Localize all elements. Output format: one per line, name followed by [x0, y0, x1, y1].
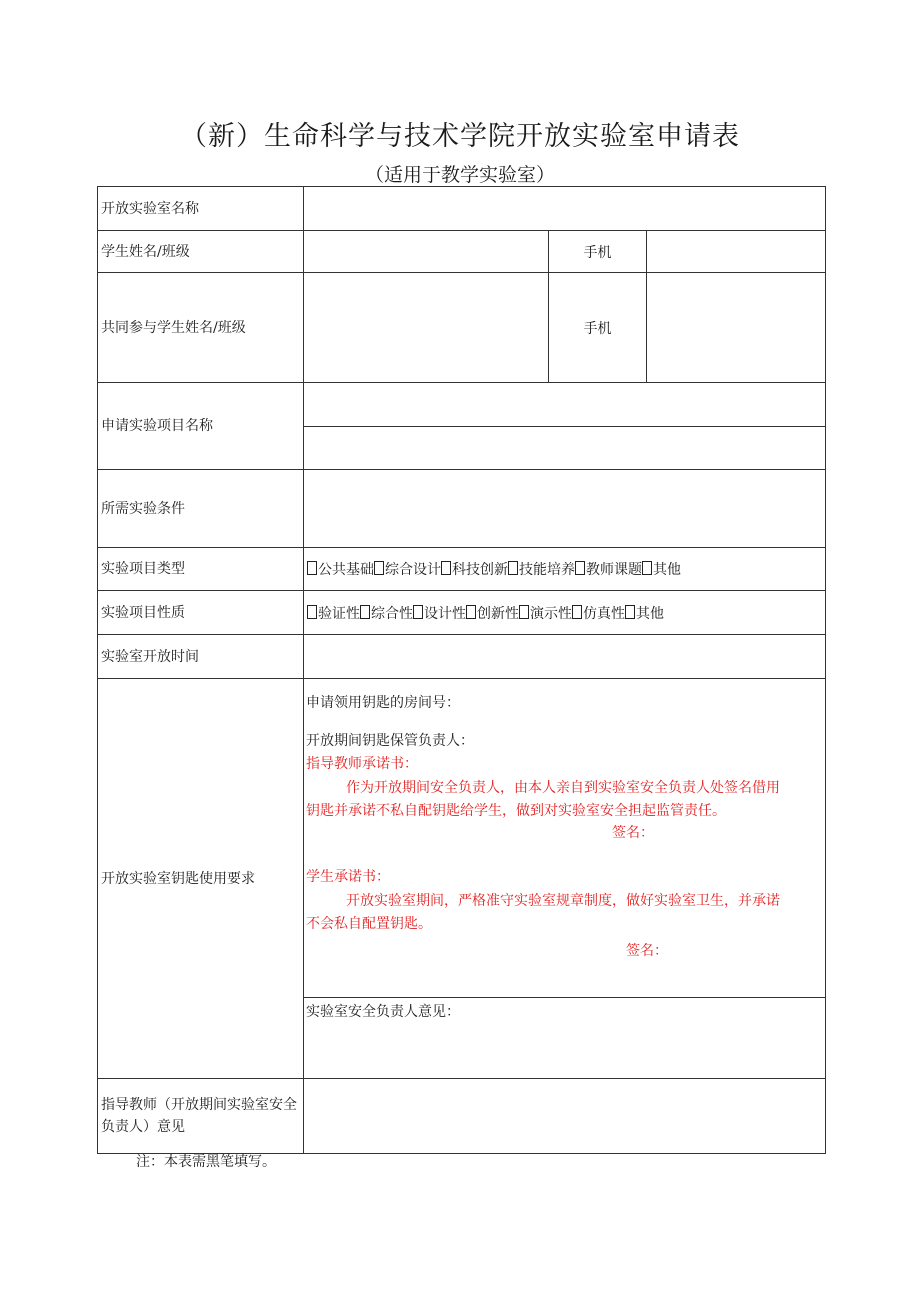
form-title: （新）生命科学与技术学院开放实验室申请表	[180, 121, 740, 152]
project-nature-options	[304, 591, 826, 635]
footer-note: 注：本表需黑笔填写。	[136, 1154, 276, 1170]
checkbox-icon[interactable]	[642, 561, 652, 575]
row-project-name-1	[98, 383, 826, 427]
teacher-pledge-line-2: 钥匙并承诺不私自配钥匙给学生，做到对实验室安全担起监管责任。	[306, 803, 726, 819]
checkbox-icon[interactable]	[508, 561, 518, 575]
row-project-nature	[98, 591, 826, 635]
option-nature-other: 其他	[636, 605, 664, 622]
field-conditions[interactable]	[304, 470, 826, 548]
student-pledge-line-1: 开放实验室期间，严格准守实验室规章制度，做好实验室卫生，并承诺	[346, 893, 780, 909]
row-lab-name	[98, 187, 826, 231]
label-open-time: 实验室开放时间	[98, 635, 304, 679]
option-demonstration: 演示性	[530, 605, 572, 622]
row-student-name	[98, 231, 826, 273]
row-co-students	[98, 273, 826, 383]
option-simulation: 仿真性	[583, 605, 625, 622]
checkbox-icon[interactable]	[519, 605, 529, 619]
row-key-requirements	[98, 679, 826, 1079]
option-tech-innovation: 科技创新	[452, 562, 508, 578]
option-public-basic: 公共基础	[318, 562, 374, 578]
safety-officer-opinion: 实验室安全负责人意见：	[306, 1004, 460, 1020]
checkbox-icon[interactable]	[625, 605, 635, 619]
option-comprehensive: 综合性	[371, 605, 413, 622]
field-phone-2[interactable]	[647, 273, 826, 383]
row-conditions	[98, 470, 826, 548]
field-project-name-line-2[interactable]	[304, 427, 826, 470]
room-number-label: 申请领用钥匙的房间号：	[306, 695, 460, 711]
field-student-name[interactable]	[304, 231, 549, 273]
row-project-type	[98, 548, 826, 591]
label-advisor-opinion: 指导教师（开放期间实验室安全负责人）意见	[98, 1079, 304, 1154]
field-phone[interactable]	[647, 231, 826, 273]
checkbox-icon[interactable]	[466, 605, 476, 619]
field-advisor-opinion[interactable]	[304, 1079, 826, 1154]
option-design: 设计性	[424, 605, 466, 622]
teacher-pledge-line-1: 作为开放期间安全负责人，由本人亲自到实验室安全负责人处签名借用	[346, 780, 780, 796]
option-skill-training: 技能培养	[519, 562, 575, 578]
field-co-students[interactable]	[304, 273, 549, 383]
key-usage-block	[304, 679, 825, 998]
application-form-table	[97, 186, 826, 1154]
checkbox-icon[interactable]	[374, 561, 384, 575]
student-pledge-line-2: 不会私自配置钥匙。	[306, 916, 432, 932]
label-project-name: 申请实验项目名称	[98, 383, 304, 470]
checkbox-icon[interactable]	[307, 605, 317, 619]
checkbox-icon[interactable]	[413, 605, 423, 619]
checkbox-icon[interactable]	[575, 561, 585, 575]
field-project-name-line-1[interactable]	[304, 383, 826, 427]
student-pledge-title: 学生承诺书：	[306, 869, 390, 885]
label-project-type: 实验项目类型	[98, 548, 304, 591]
option-teacher-project: 教师课题	[586, 562, 642, 578]
option-verification: 验证性	[318, 605, 360, 622]
checkbox-icon[interactable]	[360, 605, 370, 619]
form-subtitle: （适用于教学实验室）	[364, 164, 555, 186]
label-phone: 手机	[549, 231, 647, 273]
label-student-name: 学生姓名/班级	[98, 231, 304, 273]
label-co-students: 共同参与学生姓名/班级	[98, 273, 304, 383]
label-lab-name: 开放实验室名称	[98, 187, 304, 231]
field-lab-name[interactable]	[304, 187, 826, 231]
student-signature-label: 签名：	[626, 943, 668, 959]
row-advisor-opinion	[98, 1079, 826, 1154]
option-other: 其他	[653, 562, 681, 578]
teacher-signature-label: 签名：	[612, 825, 654, 841]
key-keeper-label: 开放期间钥匙保管负责人：	[306, 733, 474, 749]
key-requirements-cell	[304, 679, 826, 1079]
option-comprehensive-design: 综合设计	[385, 562, 441, 578]
teacher-pledge-title: 指导教师承诺书：	[306, 756, 418, 772]
option-innovative: 创新性	[477, 605, 519, 622]
label-phone-2: 手机	[549, 273, 647, 383]
checkbox-icon[interactable]	[572, 605, 582, 619]
checkbox-icon[interactable]	[307, 561, 317, 575]
field-open-time[interactable]	[304, 635, 826, 679]
checkbox-icon[interactable]	[441, 561, 451, 575]
label-conditions: 所需实验条件	[98, 470, 304, 548]
project-type-options	[304, 548, 826, 591]
label-key-requirements: 开放实验室钥匙使用要求	[98, 679, 304, 1079]
label-project-nature: 实验项目性质	[98, 591, 304, 635]
row-open-time	[98, 635, 826, 679]
